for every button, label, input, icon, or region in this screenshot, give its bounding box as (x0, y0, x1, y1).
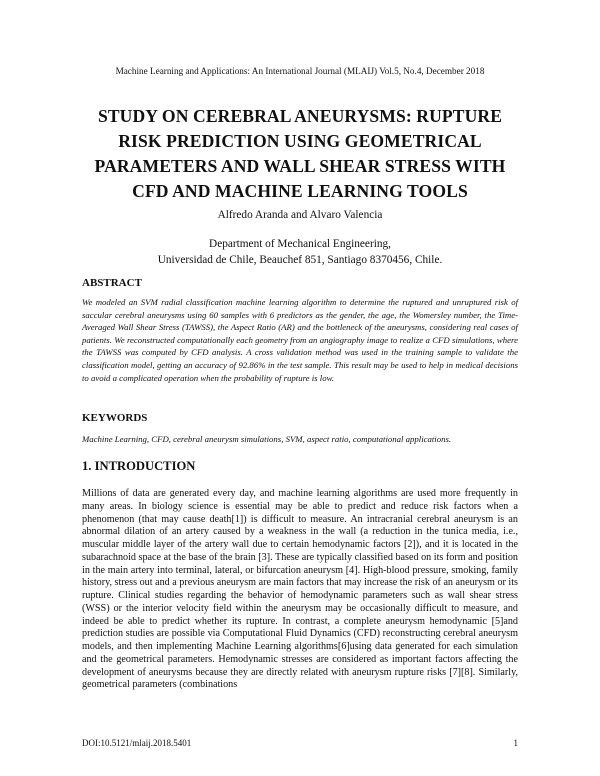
keywords-heading: KEYWORDS (82, 412, 148, 424)
affiliation (0, 236, 600, 268)
introduction-text: Millions of data are generated every day, and machine learning algorithms are used more frequently in many areas. In biology science is essential may be able to predict and reduce risk factors when a phenomenon (that may cause death[1]) is difficult to measure. An intracranial cerebral aneurysm is an abnormal dilation of an artery caused by a weakness in the wall (a reduction in the tunica media, i.e., muscular middle layer of the artery wall due to certain hemodynamic factors [2]), and it is located in the subarachnoid space at the base of the brain [3]. These are typically classified based on its form and position in the main artery into terminal, lateral, or bifurcation aneurysm [4]. High-blood pressure, smoking, family history, stress out and a previous aneurysm are main factors that may increase the risk of an aneurysm or its rupture. Clinical studies regarding the behavior of hemodynamic parameters such as wall shear stress (WSS) or the interior velocity field within the aneurysm may be occasionally difficult to measure, and indeed be able to predict whether its rupture. In contrast, a complete aneurysm hemodynamic [5]and prediction studies are possible via Computational Fluid Dynamics (CFD) reconstructing cerebral aneurysm models, and then implementing Machine Learning algorithms[6]using data generated for each simulation and the geometrical parameters. Hemodynamic stresses are considered as important factors affecting the development of aneurysms because they are directly related with aneurysm rupture risks [7][8]. Similarly, geometrical parameters (combinations (82, 488, 518, 691)
affiliation-line: Department of Mechanical Engineering, (209, 238, 391, 250)
abstract-text: We modeled an SVM radial classification machine learning algorithm to determine the ruptured and unruptured risk of saccular cerebral aneurysms using 60 samples with 6 predictors as the gender, the age, the Womersley number, the Time-Averaged Wall Shear Stress (TAWSS), the Aspect Ratio (AR) and the bottleneck of the aneurysms, considering real cases of patients. We reconstructed computationally each geometry from an angiography image to realize a CFD simulations, where the TAWSS was computed by CFD analysis. A cross validation method was used in the training sample to validate the classification model, getting an accuracy of 92.86% in the test sample. This result may be used to help in medical decisions to avoid a complicated operation when the probability of rupture is low. (82, 297, 518, 383)
page-number: 1 (513, 738, 518, 748)
paper-title (60, 104, 540, 204)
authors: Alfredo Aranda and Alvaro Valencia (217, 209, 383, 221)
title-line: RISK PREDICTION USING GEOMETRICAL (118, 131, 482, 151)
keywords-text: Machine Learning, CFD, cerebral aneurysm simulations, SVM, aspect ratio, computational applications. (82, 434, 452, 444)
title-line: PARAMETERS AND WALL SHEAR STRESS WITH (94, 156, 506, 176)
journal-header: Machine Learning and Applications: An International Journal (MLAIJ) Vol.5, No.4, December 2018 (115, 66, 485, 76)
introduction-heading: 1. INTRODUCTION (82, 459, 196, 473)
title-line: CFD AND MACHINE LEARNING TOOLS (132, 181, 468, 201)
doi-footer: DOI:10.5121/mlaij.2018.5401 (82, 738, 192, 748)
title-line: STUDY ON CEREBRAL ANEURYSMS: RUPTURE (97, 106, 503, 126)
abstract-heading: ABSTRACT (82, 277, 142, 289)
affiliation-line: Universidad de Chile, Beauchef 851, Santiago 8370456, Chile. (157, 254, 443, 266)
